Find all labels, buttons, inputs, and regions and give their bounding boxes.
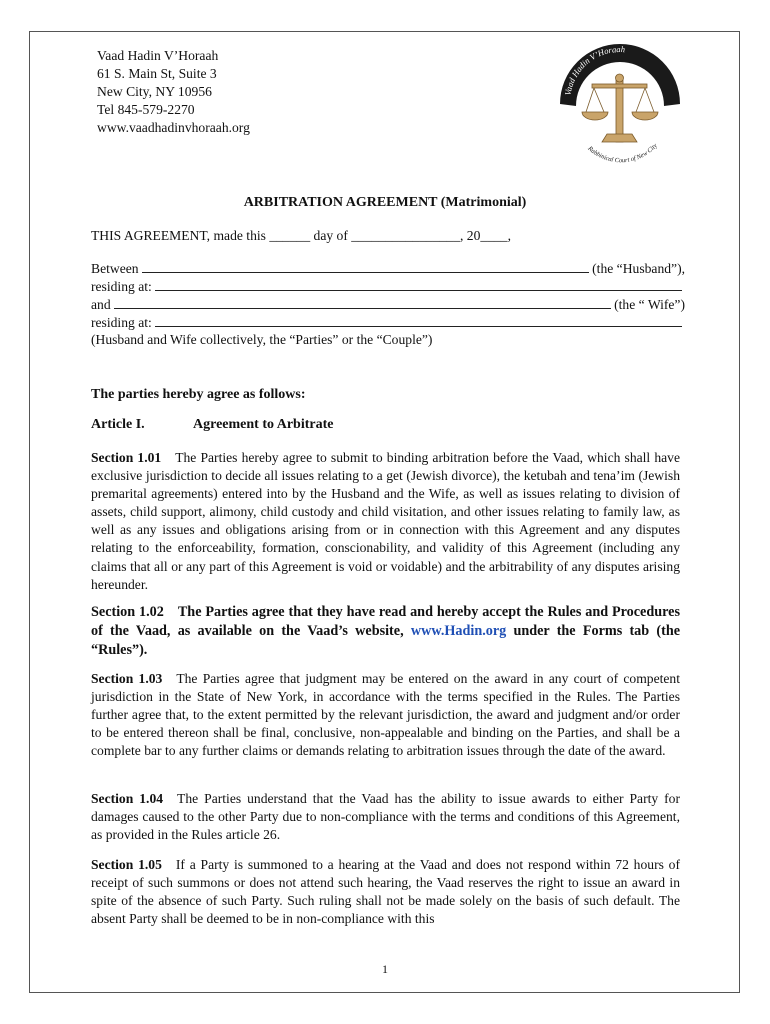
husband-address-field[interactable] [155,277,682,291]
seal-top-text: Vaad Hadin V’Horaah [562,43,626,97]
court-name: Vaad Hadin V’Horaah [97,48,219,63]
rules-website-link[interactable]: www.Hadin.org [410,623,507,639]
wife-address-field[interactable] [155,313,682,327]
section-1-01 [91,449,680,594]
scales-of-justice-icon [582,74,658,142]
section-text: The Parties agree that they have read and hereby accept the Rules and Procedures of the Vaad, as available on the Vaad’s website, [91,604,680,639]
section-number: Section 1.04 [91,791,164,806]
wife-residence-row [91,313,685,331]
parties-block [91,259,685,349]
husband-name-field[interactable] [142,259,590,273]
article-title: Agreement to Arbitrate [193,417,334,432]
between-label: Between [91,261,139,276]
section-number: Section 1.01 [91,450,162,465]
wife-tag: (the “ Wife”) [614,297,685,312]
court-seal-logo [552,42,687,177]
article-number: Article I. [91,417,145,432]
section-number: Section 1.05 [91,857,162,872]
residing-label: residing at: [91,279,152,294]
agreement-date-line: THIS AGREEMENT, made this ______ day of ________________, 20____, [91,228,511,243]
section-number: Section 1.03 [91,671,163,686]
agree-heading: The parties hereby agree as follows: [91,387,306,402]
seal-bottom-text: Rabbinical Court of New City [586,142,659,165]
section-text: The Parties agree that judgment may be entered on the award in any court of competent jurisdiction in the State of New York, in accordance with the terms specified in the Rules. The Parties further agree that, to the extent permitted by the relevant jurisdiction, the award and judgment and/or order to be entered thereon shall be final, conclusive, non-appealable and binding on the Parties, and shall be a complete bar to any further claims or demands relating to arbitration issues through the date of the award. [91,671,680,759]
section-1-02 [91,603,680,660]
wife-name-field[interactable] [114,295,611,309]
section-text: The Parties hereby agree to submit to binding arbitration before the Vaad, which shall have exclusive jurisdiction to decide all issues relating to a get (Jewish divorce), the ketubah and tena’im (Jewish premarital agreements) entered into by the Husband and the Wife, as well as issues relating to division of assets, child support, alimony, child custody and child visitation, and other issues relating to family law, as well as any issues and obligations arising from or in connection with this Agreement and any disputes relating to the enforceability, formation, conscionability, and validity of this Agreement (including any claims that all or any part of this Agreement is void or voidable) and the arbitrability of any disputes arising hereunder. [91,450,680,592]
section-text: The Parties understand that the Vaad has the ability to issue awards to either Party for damages caused to the other Party due to non-compliance with the terms and conditions of this Agreement, as provided in the Rules article 26. [91,791,680,843]
court-address-block [97,47,250,137]
residing-label: residing at: [91,315,152,330]
collective-note: (Husband and Wife collectively, the “Parties” or the “Couple”) [91,332,433,347]
husband-row [91,259,685,277]
court-phone: Tel 845-579-2270 [97,102,195,117]
court-website[interactable]: www.vaadhadinvhoraah.org [97,120,250,135]
husband-residence-row [91,277,685,295]
document-title: ARBITRATION AGREEMENT (Matrimonial) [243,195,527,210]
page-number: 1 [382,962,388,976]
section-1-05 [91,856,680,928]
court-street: 61 S. Main St, Suite 3 [97,66,217,81]
section-1-03 [91,670,680,760]
husband-tag: (the “Husband”), [592,261,685,276]
and-label: and [91,297,111,312]
section-number: Section 1.02 [91,604,164,620]
section-1-04 [91,790,680,844]
court-city: New City, NY 10956 [97,84,212,99]
section-text: If a Party is summoned to a hearing at the Vaad and does not respond within 72 hours of receipt of such summons or does not attend such hearing, the Vaad reserves the right to issue an award in spite of the absence of such Party. Such ruling shall not be made solely on the basis of such default. The absent Party shall be deemed to be in non-compliance with this [91,857,680,927]
wife-row [91,295,685,313]
section-text-cont: under the Forms tab (the “Rules”). [91,623,681,658]
